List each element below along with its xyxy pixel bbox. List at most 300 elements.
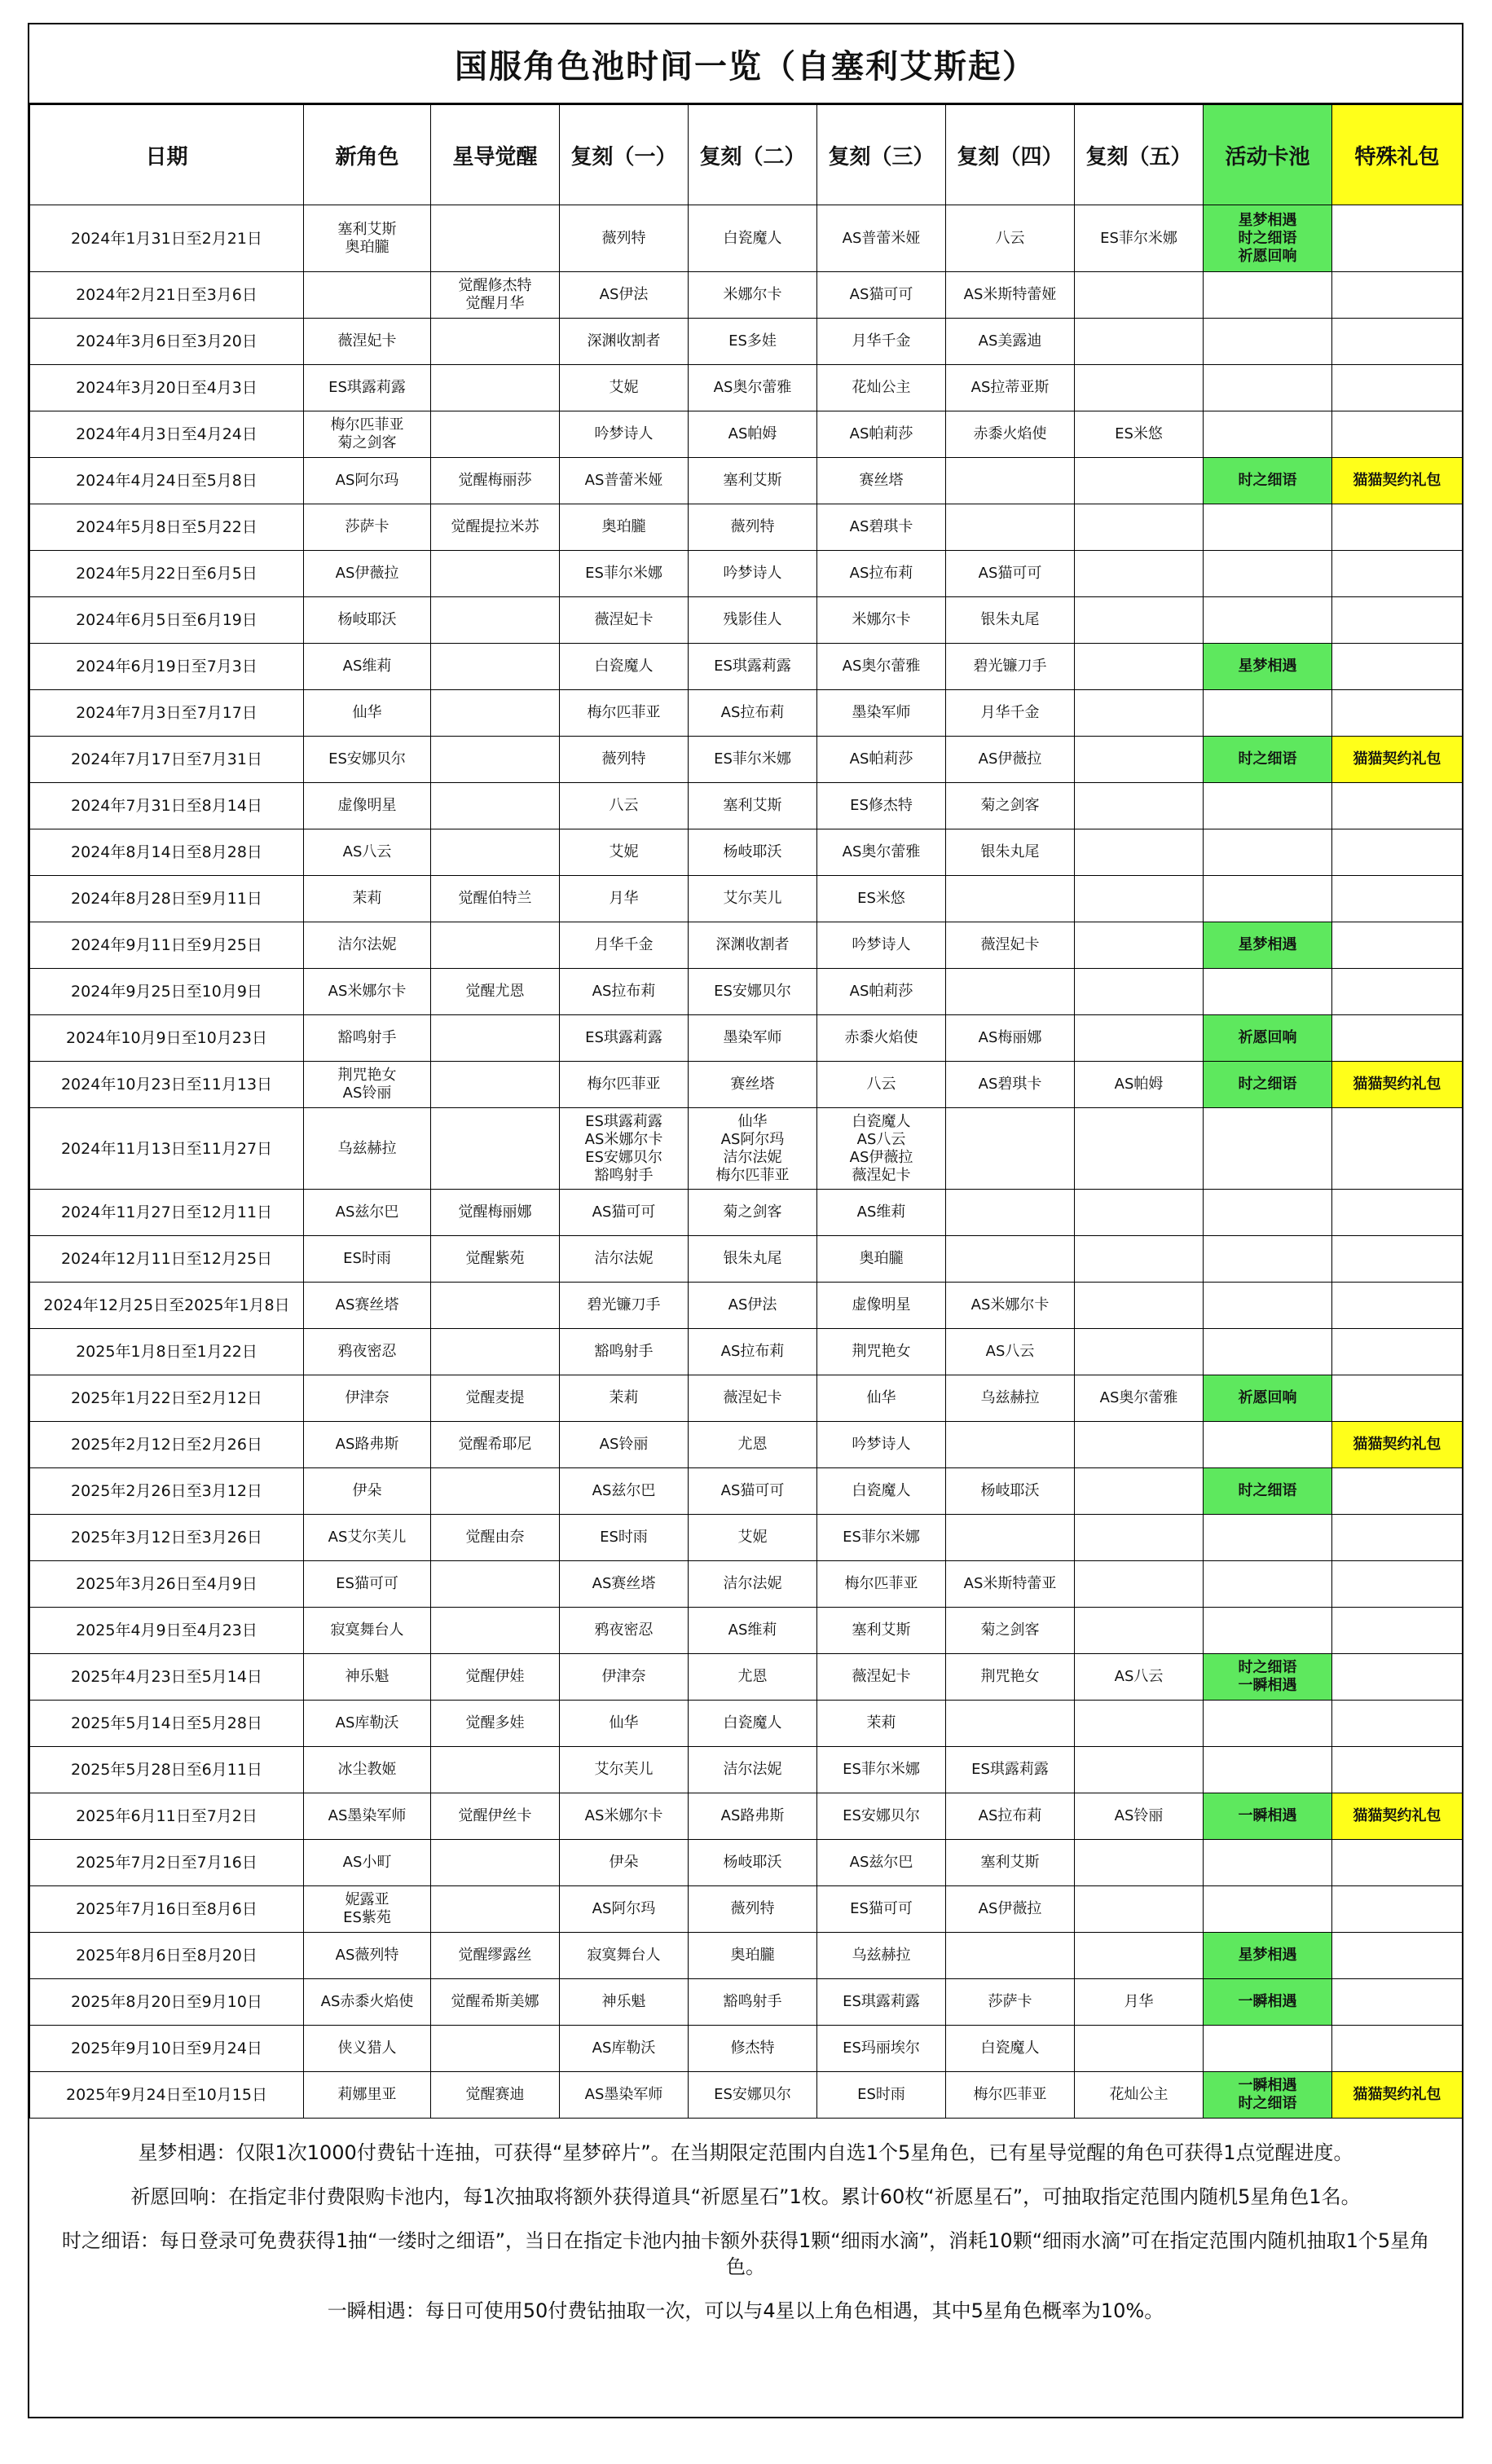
special-pack-cell	[1332, 1515, 1463, 1561]
date-cell	[30, 1329, 304, 1375]
cell-text-line: AS奥尔蕾雅	[713, 379, 792, 396]
rerun-2-cell	[689, 783, 817, 829]
awakening-cell	[431, 922, 560, 969]
rerun-3-cell	[817, 1329, 946, 1375]
table-row	[30, 1190, 1463, 1236]
rerun-4-cell	[946, 1236, 1075, 1283]
cell-text-line: 奥珀朧	[859, 1250, 904, 1267]
cell-text-line: AS阿尔玛	[335, 472, 399, 489]
rerun-4-cell	[946, 1933, 1075, 1979]
date-cell	[30, 1793, 304, 1840]
special-pack-cell	[1332, 272, 1463, 319]
cell-text-line: AS猫可可	[849, 286, 913, 303]
activity-pool-cell	[1204, 783, 1332, 829]
cell-text-line: AS奥尔蕾雅	[842, 843, 921, 860]
cell-text-line: AS美露迪	[978, 332, 1042, 350]
cell-text-line: 冰尘教姬	[337, 1761, 397, 1778]
cell-text-line: 赛丝塔	[730, 1076, 775, 1093]
rerun-4-cell	[946, 1329, 1075, 1375]
rerun-4-cell	[946, 1062, 1075, 1108]
activity-pool-cell	[1204, 1793, 1332, 1840]
rerun-4-cell	[946, 1840, 1075, 1886]
rerun-2-cell	[689, 1422, 817, 1468]
cell-text-line: 杨岐耶沃	[337, 611, 397, 628]
awakening-cell	[431, 411, 560, 458]
rerun-2-cell	[689, 1840, 817, 1886]
rerun-2-cell	[689, 1747, 817, 1793]
cell-text-line: AS伊薇拉	[335, 565, 399, 582]
table-row	[30, 365, 1463, 411]
cell-text-line: 墨染军师	[852, 704, 911, 721]
special-pack-cell	[1332, 1468, 1463, 1515]
cell-text-line: 2025年1月8日至1月22日	[76, 1343, 257, 1361]
cell-text-line: 吟梦诗人	[852, 1436, 911, 1453]
activity-pool-cell	[1204, 1468, 1332, 1515]
new-character-cell	[304, 876, 431, 922]
cell-text-line: AS米娜尔卡	[328, 983, 407, 1000]
activity-pool-cell	[1204, 1515, 1332, 1561]
date-cell	[30, 458, 304, 504]
cell-text-line: 猫猫契约礼包	[1353, 1807, 1441, 1824]
activity-pool-cell	[1204, 969, 1332, 1015]
cell-text-line: ES安娜贝尔	[843, 1807, 920, 1824]
rerun-5-cell	[1075, 411, 1204, 458]
rerun-4-cell	[946, 1375, 1075, 1422]
rerun-3-cell	[817, 1747, 946, 1793]
cell-text-line: 梅尔匹菲亚	[587, 704, 661, 721]
cell-text-line: 2025年9月24日至10月15日	[66, 2086, 267, 2104]
rerun-2-cell	[689, 737, 817, 783]
rerun-4-cell	[946, 829, 1075, 876]
special-pack-cell	[1332, 1190, 1463, 1236]
rerun-2-cell	[689, 644, 817, 690]
cell-text-line: 2024年10月9日至10月23日	[66, 1029, 267, 1047]
cell-text-line: ES安娜贝尔	[714, 2086, 791, 2103]
rerun-5-cell	[1075, 1979, 1204, 2026]
awakening-cell	[431, 737, 560, 783]
date-cell	[30, 1190, 304, 1236]
rerun-3-cell	[817, 922, 946, 969]
table-row	[30, 1468, 1463, 1515]
cell-text-line: ES菲尔米娜	[843, 1529, 920, 1546]
rerun-3-cell	[817, 1654, 946, 1701]
cell-text-line: 薇列特	[730, 1900, 775, 1917]
new-character-cell	[304, 2072, 431, 2119]
rerun-5-cell	[1075, 1329, 1204, 1375]
rerun-3-cell	[817, 1979, 946, 2026]
cell-text-line: 白瓷魔人	[852, 1112, 911, 1130]
table-row	[30, 411, 1463, 458]
awakening-cell	[431, 1979, 560, 2026]
cell-text-line: AS普蕾米娅	[842, 229, 921, 247]
rerun-5-cell	[1075, 1190, 1204, 1236]
cell-text-line: 2024年12月25日至2025年1月8日	[43, 1296, 290, 1314]
rerun-5-cell	[1075, 829, 1204, 876]
cell-text-line: 虚像明星	[337, 797, 397, 814]
cell-text-line: ES玛丽埃尔	[843, 2039, 920, 2057]
cell-text-line: 杨岐耶沃	[723, 1854, 782, 1871]
table-row	[30, 737, 1463, 783]
new-character-cell	[304, 783, 431, 829]
cell-text-line: 薇涅妃卡	[594, 611, 654, 628]
new-character-cell	[304, 1701, 431, 1747]
rerun-1-cell	[560, 551, 689, 597]
rerun-3-cell	[817, 1515, 946, 1561]
activity-pool-cell	[1204, 1422, 1332, 1468]
cell-text-line: 2025年2月26日至3月12日	[71, 1482, 262, 1500]
rerun-4-cell	[946, 1979, 1075, 2026]
awakening-cell	[431, 2072, 560, 2119]
awakening-cell	[431, 1840, 560, 1886]
cell-text-line: 乌兹赫拉	[980, 1389, 1040, 1406]
cell-text-line: AS兹尔巴	[335, 1203, 399, 1221]
awakening-cell	[431, 1561, 560, 1608]
cell-text-line: 时之细语	[1238, 750, 1297, 768]
awakening-cell	[431, 1608, 560, 1654]
date-cell	[30, 737, 304, 783]
rerun-4-cell	[946, 597, 1075, 644]
date-cell	[30, 205, 304, 272]
cell-text-line: AS拉布莉	[592, 983, 656, 1000]
rerun-3-cell	[817, 1062, 946, 1108]
cell-text-line: ES菲尔米娜	[714, 750, 791, 768]
awakening-cell	[431, 876, 560, 922]
rerun-5-cell	[1075, 1515, 1204, 1561]
new-character-cell	[304, 1654, 431, 1701]
rerun-4-cell	[946, 1468, 1075, 1515]
rerun-2-cell	[689, 504, 817, 551]
rerun-2-cell	[689, 205, 817, 272]
cell-text-line: 星梦相遇	[1238, 211, 1297, 229]
rerun-2-cell	[689, 690, 817, 737]
rerun-2-cell	[689, 458, 817, 504]
table-row	[30, 1886, 1463, 1933]
rerun-4-cell	[946, 1561, 1075, 1608]
cell-text-line: AS拉布莉	[720, 1343, 785, 1360]
cell-text-line: 2025年7月16日至8月6日	[76, 1900, 257, 1918]
cell-text-line: ES菲尔米娜	[1100, 229, 1177, 247]
cell-text-line: ES修杰特	[850, 797, 913, 814]
header-special-pack: 特殊礼包	[1332, 105, 1463, 205]
cell-text-line: 2024年10月23日至11月13日	[60, 1076, 273, 1093]
special-pack-cell	[1332, 1422, 1463, 1468]
cell-text-line: AS路弗斯	[720, 1807, 785, 1824]
cell-text-line: 荆咒艳女	[337, 1067, 397, 1084]
rerun-2-cell	[689, 1933, 817, 1979]
rerun-5-cell	[1075, 1886, 1204, 1933]
awakening-cell	[431, 551, 560, 597]
awakening-cell	[431, 1701, 560, 1747]
cell-text-line: 赤黍火焰使	[973, 425, 1047, 442]
header-date: 日期	[30, 105, 304, 205]
cell-text-line: AS维莉	[728, 1621, 777, 1639]
cell-text-line: 吟梦诗人	[723, 565, 782, 582]
rerun-1-cell	[560, 411, 689, 458]
date-cell	[30, 690, 304, 737]
date-cell	[30, 1840, 304, 1886]
awakening-cell	[431, 1654, 560, 1701]
table-row	[30, 1747, 1463, 1793]
new-character-cell	[304, 1015, 431, 1062]
table-row	[30, 1329, 1463, 1375]
cell-text-line: AS赛丝塔	[335, 1296, 399, 1313]
rerun-3-cell	[817, 1190, 946, 1236]
special-pack-cell	[1332, 1236, 1463, 1283]
cell-text-line: 一瞬相遇	[1238, 1807, 1297, 1824]
cell-text-line: AS赤黍火焰使	[320, 1993, 414, 2010]
rerun-5-cell	[1075, 1236, 1204, 1283]
cell-text-line: AS米斯特蕾娅	[963, 286, 1057, 303]
rerun-1-cell	[560, 783, 689, 829]
rerun-5-cell	[1075, 1840, 1204, 1886]
cell-text-line: 杨岐耶沃	[980, 1482, 1040, 1499]
rerun-3-cell	[817, 2026, 946, 2072]
new-character-cell	[304, 1840, 431, 1886]
table-row	[30, 319, 1463, 365]
special-pack-cell	[1332, 1375, 1463, 1422]
cell-text-line: 吟梦诗人	[852, 936, 911, 953]
rerun-3-cell	[817, 1422, 946, 1468]
rerun-2-cell	[689, 1468, 817, 1515]
cell-text-line: 仙华	[866, 1389, 896, 1406]
awakening-cell	[431, 1108, 560, 1190]
date-cell	[30, 1062, 304, 1108]
awakening-cell	[431, 365, 560, 411]
rerun-2-cell	[689, 922, 817, 969]
rerun-3-cell	[817, 1375, 946, 1422]
cell-text-line: 薇列特	[730, 518, 775, 535]
rerun-4-cell	[946, 783, 1075, 829]
cell-text-line: 艾妮	[609, 843, 639, 860]
rerun-1-cell	[560, 1329, 689, 1375]
cell-text-line: AS八云	[856, 1130, 906, 1148]
rerun-2-cell	[689, 1108, 817, 1190]
cell-text-line: 深渊收割者	[715, 936, 790, 953]
new-character-cell	[304, 1375, 431, 1422]
new-character-cell	[304, 644, 431, 690]
activity-pool-cell	[1204, 1375, 1332, 1422]
new-character-cell	[304, 458, 431, 504]
activity-pool-cell	[1204, 876, 1332, 922]
rerun-4-cell	[946, 1283, 1075, 1329]
rerun-4-cell	[946, 272, 1075, 319]
cell-text-line: 2025年2月12日至2月26日	[71, 1436, 262, 1454]
cell-text-line: ES多娃	[728, 332, 777, 350]
cell-text-line: AS拉布莉	[978, 1807, 1042, 1824]
cell-text-line: 2025年5月14日至5月28日	[71, 1714, 262, 1732]
table-row	[30, 1608, 1463, 1654]
cell-text-line: 2025年3月26日至4月9日	[76, 1575, 257, 1593]
cell-text-line: AS伊薇拉	[849, 1148, 913, 1166]
activity-pool-cell	[1204, 205, 1332, 272]
special-pack-cell	[1332, 1561, 1463, 1608]
header-awakening: 星导觉醒	[431, 105, 560, 205]
cell-text-line: 菊之剑客	[980, 797, 1040, 814]
rerun-1-cell	[560, 829, 689, 876]
rerun-2-cell	[689, 1015, 817, 1062]
cell-text-line: AS帕莉莎	[849, 750, 913, 768]
cell-text-line: 菊之剑客	[337, 434, 397, 451]
date-cell	[30, 1422, 304, 1468]
rerun-2-cell	[689, 1283, 817, 1329]
cell-text-line: AS碧琪卡	[978, 1076, 1042, 1093]
rerun-3-cell	[817, 411, 946, 458]
rerun-2-cell	[689, 829, 817, 876]
special-pack-cell	[1332, 597, 1463, 644]
cell-text-line: AS梅丽娜	[978, 1029, 1042, 1046]
cell-text-line: 觉醒尤恩	[465, 983, 525, 1000]
rerun-4-cell	[946, 1190, 1075, 1236]
header-rerun-4: 复刻（四）	[946, 105, 1075, 205]
rerun-1-cell	[560, 597, 689, 644]
new-character-cell	[304, 1190, 431, 1236]
awakening-cell	[431, 205, 560, 272]
date-cell	[30, 1608, 304, 1654]
rerun-4-cell	[946, 922, 1075, 969]
cell-text-line: AS普蕾米娅	[584, 472, 663, 489]
date-cell	[30, 876, 304, 922]
cell-text-line: 觉醒修杰特	[458, 277, 532, 294]
cell-text-line: 薇涅妃卡	[852, 1668, 911, 1685]
rerun-3-cell	[817, 829, 946, 876]
activity-pool-cell	[1204, 1654, 1332, 1701]
table-row	[30, 1062, 1463, 1108]
cell-text-line: 银朱丸尾	[980, 611, 1040, 628]
cell-text-line: 奥珀朧	[601, 518, 646, 535]
cell-text-line: 虚像明星	[852, 1296, 911, 1313]
special-pack-cell	[1332, 1840, 1463, 1886]
awakening-cell	[431, 458, 560, 504]
cell-text-line: AS兹尔巴	[592, 1482, 656, 1499]
cell-text-line: 茉莉	[352, 890, 382, 907]
cell-text-line: 乌兹赫拉	[852, 1947, 911, 1964]
awakening-cell	[431, 1375, 560, 1422]
cell-text-line: AS米娜尔卡	[970, 1296, 1050, 1313]
new-character-cell	[304, 1468, 431, 1515]
cell-text-line: 米娜尔卡	[852, 611, 911, 628]
rerun-1-cell	[560, 458, 689, 504]
cell-text-line: ES琪露莉露	[714, 658, 791, 675]
new-character-cell	[304, 504, 431, 551]
rerun-3-cell	[817, 504, 946, 551]
date-cell	[30, 1886, 304, 1933]
special-pack-cell	[1332, 783, 1463, 829]
cell-text-line: 梅尔匹菲亚	[973, 2086, 1047, 2103]
rerun-1-cell	[560, 1422, 689, 1468]
rerun-4-cell	[946, 737, 1075, 783]
rerun-1-cell	[560, 1979, 689, 2026]
table-row	[30, 1375, 1463, 1422]
activity-pool-cell	[1204, 1979, 1332, 2026]
cell-text-line: 觉醒多娃	[465, 1714, 525, 1731]
cell-text-line: 薇涅妃卡	[852, 1166, 911, 1184]
rerun-3-cell	[817, 1933, 946, 1979]
rerun-3-cell	[817, 597, 946, 644]
cell-text-line: AS铃丽	[1114, 1807, 1164, 1824]
page-title: 国服角色池时间一览（自塞利艾斯起）	[29, 24, 1462, 104]
rerun-5-cell	[1075, 922, 1204, 969]
awakening-cell	[431, 969, 560, 1015]
cell-text-line: 猫猫契约礼包	[1353, 1076, 1441, 1093]
cell-text-line: AS猫可可	[978, 565, 1042, 582]
cell-text-line: AS奥尔蕾雅	[842, 658, 921, 675]
rerun-1-cell	[560, 1840, 689, 1886]
rerun-3-cell	[817, 1015, 946, 1062]
cell-text-line: 觉醒麦提	[465, 1389, 525, 1406]
cell-text-line: AS猫可可	[720, 1482, 785, 1499]
cell-text-line: 莎萨卡	[345, 518, 390, 535]
special-pack-cell	[1332, 458, 1463, 504]
rerun-5-cell	[1075, 1422, 1204, 1468]
cell-text-line: 仙华	[737, 1112, 768, 1130]
cell-text-line: 2025年5月28日至6月11日	[71, 1761, 262, 1779]
rerun-4-cell	[946, 1886, 1075, 1933]
rerun-4-cell	[946, 1515, 1075, 1561]
rerun-2-cell	[689, 2072, 817, 2119]
awakening-cell	[431, 2026, 560, 2072]
cell-text-line: AS维莉	[342, 658, 392, 675]
rerun-3-cell	[817, 1793, 946, 1840]
cell-text-line: 2024年7月31日至8月14日	[71, 797, 262, 815]
cell-text-line: 觉醒梅丽娜	[458, 1203, 532, 1221]
rerun-2-cell	[689, 1062, 817, 1108]
activity-pool-cell	[1204, 1190, 1332, 1236]
cell-text-line: AS小町	[342, 1854, 392, 1871]
rerun-2-cell	[689, 1561, 817, 1608]
cell-text-line: AS铃丽	[342, 1085, 392, 1102]
awakening-cell	[431, 597, 560, 644]
date-cell	[30, 1701, 304, 1747]
cell-text-line: 塞利艾斯	[723, 472, 782, 489]
rerun-1-cell	[560, 1515, 689, 1561]
new-character-cell	[304, 922, 431, 969]
rerun-4-cell	[946, 319, 1075, 365]
cell-text-line: 茉莉	[866, 1714, 896, 1731]
cell-text-line: 妮露亚	[345, 1891, 390, 1908]
rerun-1-cell	[560, 1701, 689, 1747]
date-cell	[30, 1015, 304, 1062]
new-character-cell	[304, 319, 431, 365]
cell-text-line: 2024年8月28日至9月11日	[71, 890, 262, 908]
rerun-5-cell	[1075, 1793, 1204, 1840]
activity-pool-cell	[1204, 1840, 1332, 1886]
rerun-3-cell	[817, 319, 946, 365]
cell-text-line: ES琪露莉露	[328, 379, 406, 396]
date-cell	[30, 1515, 304, 1561]
cell-text-line: 祈愿回响	[1238, 247, 1297, 265]
cell-text-line: 猫猫契约礼包	[1353, 750, 1441, 768]
cell-text-line: AS伊法	[728, 1296, 777, 1313]
rerun-5-cell	[1075, 272, 1204, 319]
rerun-5-cell	[1075, 1015, 1204, 1062]
awakening-cell	[431, 1886, 560, 1933]
cell-text-line: 猫猫契约礼包	[1353, 1436, 1441, 1453]
rerun-3-cell	[817, 205, 946, 272]
cell-text-line: AS米娜尔卡	[584, 1130, 663, 1148]
cell-text-line: 墨染军师	[723, 1029, 782, 1046]
activity-pool-cell	[1204, 1886, 1332, 1933]
new-character-cell	[304, 1886, 431, 1933]
rerun-2-cell	[689, 1515, 817, 1561]
special-pack-cell	[1332, 551, 1463, 597]
rerun-5-cell	[1075, 2026, 1204, 2072]
cell-text-line: 豁鸣射手	[594, 1343, 654, 1360]
rerun-5-cell	[1075, 1283, 1204, 1329]
activity-pool-cell	[1204, 2072, 1332, 2119]
special-pack-cell	[1332, 1283, 1463, 1329]
date-cell	[30, 1236, 304, 1283]
awakening-cell	[431, 1062, 560, 1108]
